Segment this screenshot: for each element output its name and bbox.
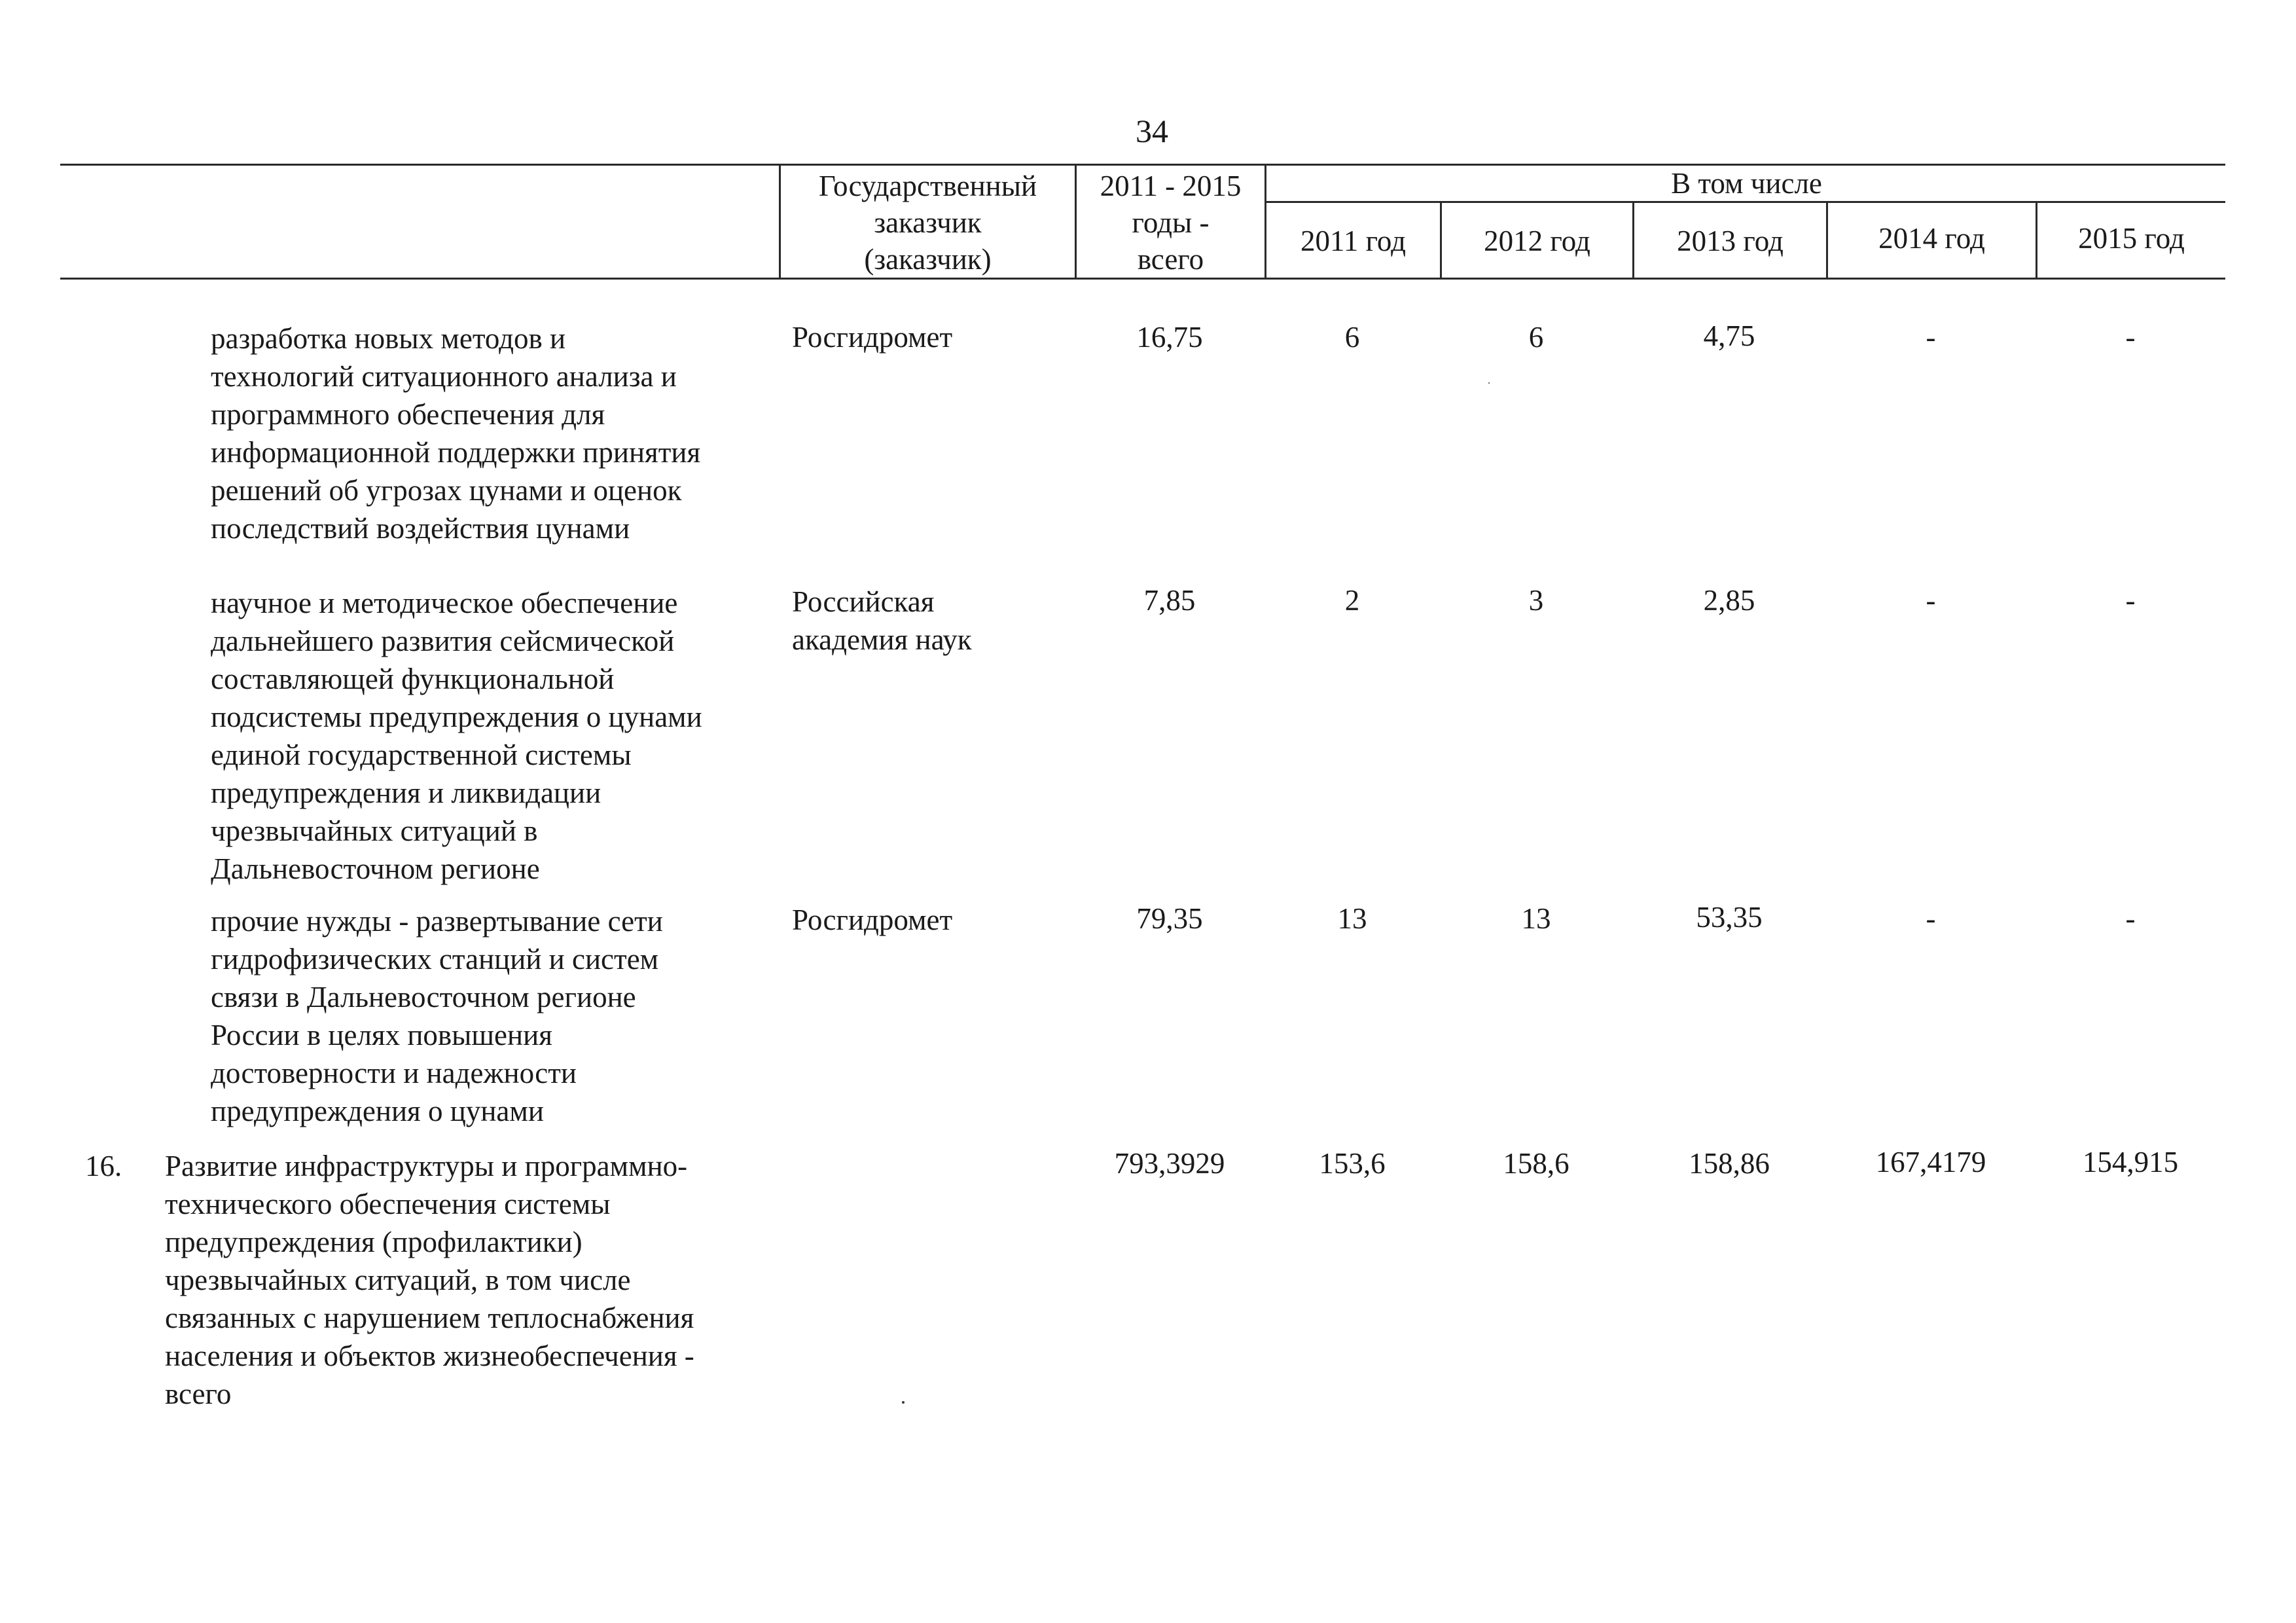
row-3-customer: Росгидромет xyxy=(792,903,953,936)
row-1-year-2012: 6 xyxy=(1528,321,1544,354)
row-1-year-2015: - xyxy=(2125,321,2136,354)
header-bottom-rule xyxy=(60,278,2225,280)
row-3-year-2014: - xyxy=(1926,902,1936,935)
header-including: В том числе xyxy=(1671,167,1822,200)
row-3-description: прочие нужды - развертывание сети гидрофизических станций и систем связи в Дальневосточном регионе России в целях повышения достоверности и надежности предупреждения о цунами xyxy=(211,905,663,1127)
row-2-year-2014: - xyxy=(1926,584,1936,617)
row-4-year-2015: 154,915 xyxy=(2082,1146,2179,1178)
row-3-year-2015: - xyxy=(2125,902,2136,935)
header-customer: Государственный заказчик (заказчик) xyxy=(818,170,1037,276)
row-1-year-2011: 6 xyxy=(1344,321,1360,354)
header-year-2011: 2011 год xyxy=(1300,225,1406,257)
header-total: 2011 - 2015 годы - всего xyxy=(1100,170,1242,276)
header-divider-including xyxy=(1265,164,1266,279)
scan-speck xyxy=(1488,382,1490,384)
row-4-total: 793,3929 xyxy=(1114,1147,1225,1180)
row-2-total: 7,85 xyxy=(1143,584,1196,617)
row-2-year-2011: 2 xyxy=(1344,584,1360,617)
row-4-year-2013: 158,86 xyxy=(1689,1147,1770,1180)
row-2-year-2012: 3 xyxy=(1528,584,1544,617)
header-year-2014: 2014 год xyxy=(1878,222,1985,255)
row-3-year-2011: 13 xyxy=(1337,902,1367,935)
header-year-2013: 2013 год xyxy=(1677,225,1784,257)
header-divider-total xyxy=(1075,164,1077,279)
header-year-2015: 2015 год xyxy=(2078,222,2185,255)
row-3-total: 79,35 xyxy=(1136,902,1203,935)
row-2-year-2015: - xyxy=(2125,584,2136,617)
row-4-year-2011: 153,6 xyxy=(1319,1147,1386,1180)
header-divider-customer xyxy=(779,164,781,279)
header-year-2012: 2012 год xyxy=(1484,225,1590,257)
row-4-year-2014: 167,4179 xyxy=(1875,1146,1986,1178)
row-2-customer: Российская академия наук xyxy=(792,585,972,656)
row-4-number: 16. xyxy=(85,1150,122,1182)
row-1-year-2014: - xyxy=(1926,321,1936,354)
row-2-description: научное и методическое обеспечение дальнейшего развития сейсмической составляющей функциональной подсистемы предупреждения о цунами единой государственной системы предупреждения и ликвидации чрезвычайных ситуаций в Дальневосточном регионе xyxy=(211,587,702,885)
row-4-year-2012: 158,6 xyxy=(1503,1147,1570,1180)
row-1-year-2013: 4,75 xyxy=(1703,319,1755,352)
row-4-description: Развитие инфраструктуры и программно- технического обеспечения системы предупреждения (профилактики) чрезвычайных ситуаций, в том числе связанных с нарушением теплоснабжения населения и объектов жизнеобеспечения - всего xyxy=(165,1150,694,1410)
row-3-year-2013: 53,35 xyxy=(1696,901,1763,934)
row-3-year-2012: 13 xyxy=(1521,902,1551,935)
row-1-customer: Росгидромет xyxy=(792,321,953,354)
row-1-total: 16,75 xyxy=(1136,321,1203,354)
row-2-year-2013: 2,85 xyxy=(1703,584,1755,617)
scan-speck xyxy=(902,1401,905,1404)
page-number: 34 xyxy=(1136,113,1168,149)
row-1-description: разработка новых методов и технологий ситуационного анализа и программного обеспечения для информационной поддержки принятия решений об угрозах цунами и оценок последствий воздействия цунами xyxy=(211,322,701,545)
